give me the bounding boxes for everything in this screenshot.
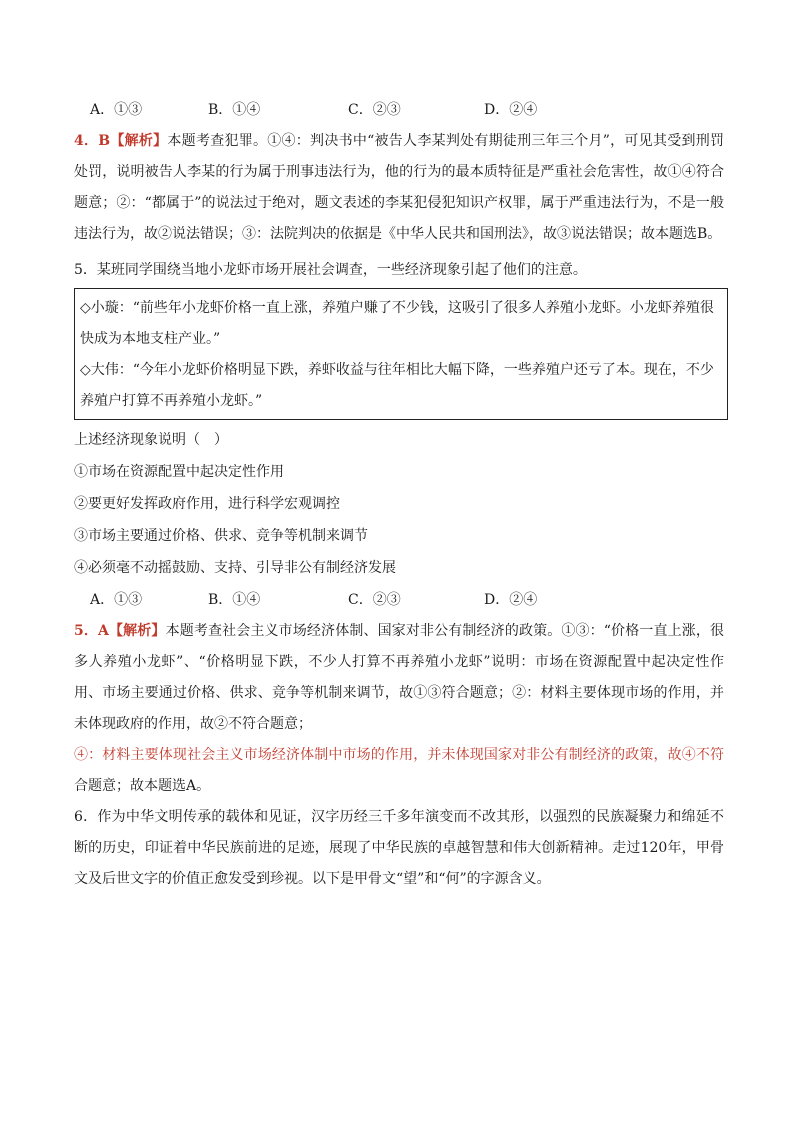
q4-option-d: D．②④	[484, 102, 538, 118]
q5-stem: 5．某班同学围绕当地小龙虾市场开展社会调查，一些经济现象引起了他们的注意。	[74, 262, 587, 278]
q4-option-c: C．②③	[348, 102, 401, 118]
q4-option-b: B．①④	[208, 102, 261, 118]
q5-question: 上述经济现象说明（ ）	[74, 432, 228, 448]
q5-option-d: D．②④	[484, 592, 538, 608]
q4-answer-label: 4．B【解析】	[74, 133, 168, 149]
q5-material-dawei: ◇大伟：“今年小龙虾价格明显下跌，养虾收益与往年相比大幅下降，一些养殖户还亏了本。现在，不少养殖户打算不再养殖小龙虾。”	[80, 362, 714, 409]
q4-answer-analysis	[74, 126, 724, 250]
q5-options	[90, 588, 730, 612]
q5-item-4: ④必须毫不动摇鼓励、支持、引导非公有制经济发展	[74, 560, 396, 576]
q5-option-c: C．②③	[348, 592, 401, 608]
q5-answer-label: 5．A【解析】	[74, 623, 166, 639]
q5-answer-tail: 合题意；故本题选A。	[74, 778, 211, 794]
q6-stem: 6．作为中华文明传承的载体和见证，汉字历经三千多年演变而不改其形，以强烈的民族凝聚力和绵延不断的历史，印证着中华民族前进的足迹，展现了中华民族的卓越智慧和伟大创新精神。走过120年，甲骨文及后世文字的价值正愈发受到珍视。以下是甲骨文“望”和“何”的字源含义。	[74, 809, 724, 887]
q4-option-a: A．①③	[90, 102, 143, 118]
q5-material-xiaoxuan: ◇小璇：“前些年小龙虾价格一直上涨，养殖户赚了不少钱，这吸引了很多人养殖小龙虾。小龙虾养殖很快成为本地支柱产业。”	[80, 300, 714, 347]
q5-answer-red-part: ④：材料主要体现社会主义市场经济体制中市场的作用，并未体现国家对非公有制经济的政策，故④不符	[74, 747, 724, 763]
q4-options	[90, 98, 730, 122]
q5-answer-continued	[74, 740, 724, 802]
q5-answer-body: 本题考查社会主义市场经济体制、国家对非公有制经济的政策。①③：“价格一直上涨，很多人养殖小龙虾”、“价格明显下跌，不少人打算不再养殖小龙虾”说明：市场在资源配置中起决定性作用、市场主要通过价格、供求、竞争等机制来调节，故①③符合题意；②：材料主要体现市场的作用，并未体现政府的作用，故②不符合题意；	[74, 623, 725, 732]
q5-item-3: ③市场主要通过价格、供求、竞争等机制来调节	[74, 528, 368, 544]
q5-option-b: B．①④	[208, 592, 261, 608]
q5-option-a: A．①③	[90, 592, 143, 608]
q5-answer-analysis	[74, 616, 724, 740]
q5-item-1: ①市场在资源配置中起决定性作用	[74, 464, 284, 480]
q4-answer-body: 本题考查犯罪。①④：判决书中“被告人李某判处有期徒刑三年三个月”，可见其受到刑罚处罚，说明被告人李某的行为属于刑事违法行为，他的行为的最本质特征是严重社会危害性，故①④符合题意；②：“都属于”的说法过于绝对，题文表述的李某犯侵犯知识产权罪，属于严重违法行为，不是一般违法行为，故②说法错误；③：法院判决的依据是《中华人民共和国刑法》，故③说法错误；故本题选B。	[74, 133, 725, 242]
q5-material-box	[74, 288, 728, 420]
q5-item-2: ②要更好发挥政府作用，进行科学宏观调控	[74, 496, 340, 512]
